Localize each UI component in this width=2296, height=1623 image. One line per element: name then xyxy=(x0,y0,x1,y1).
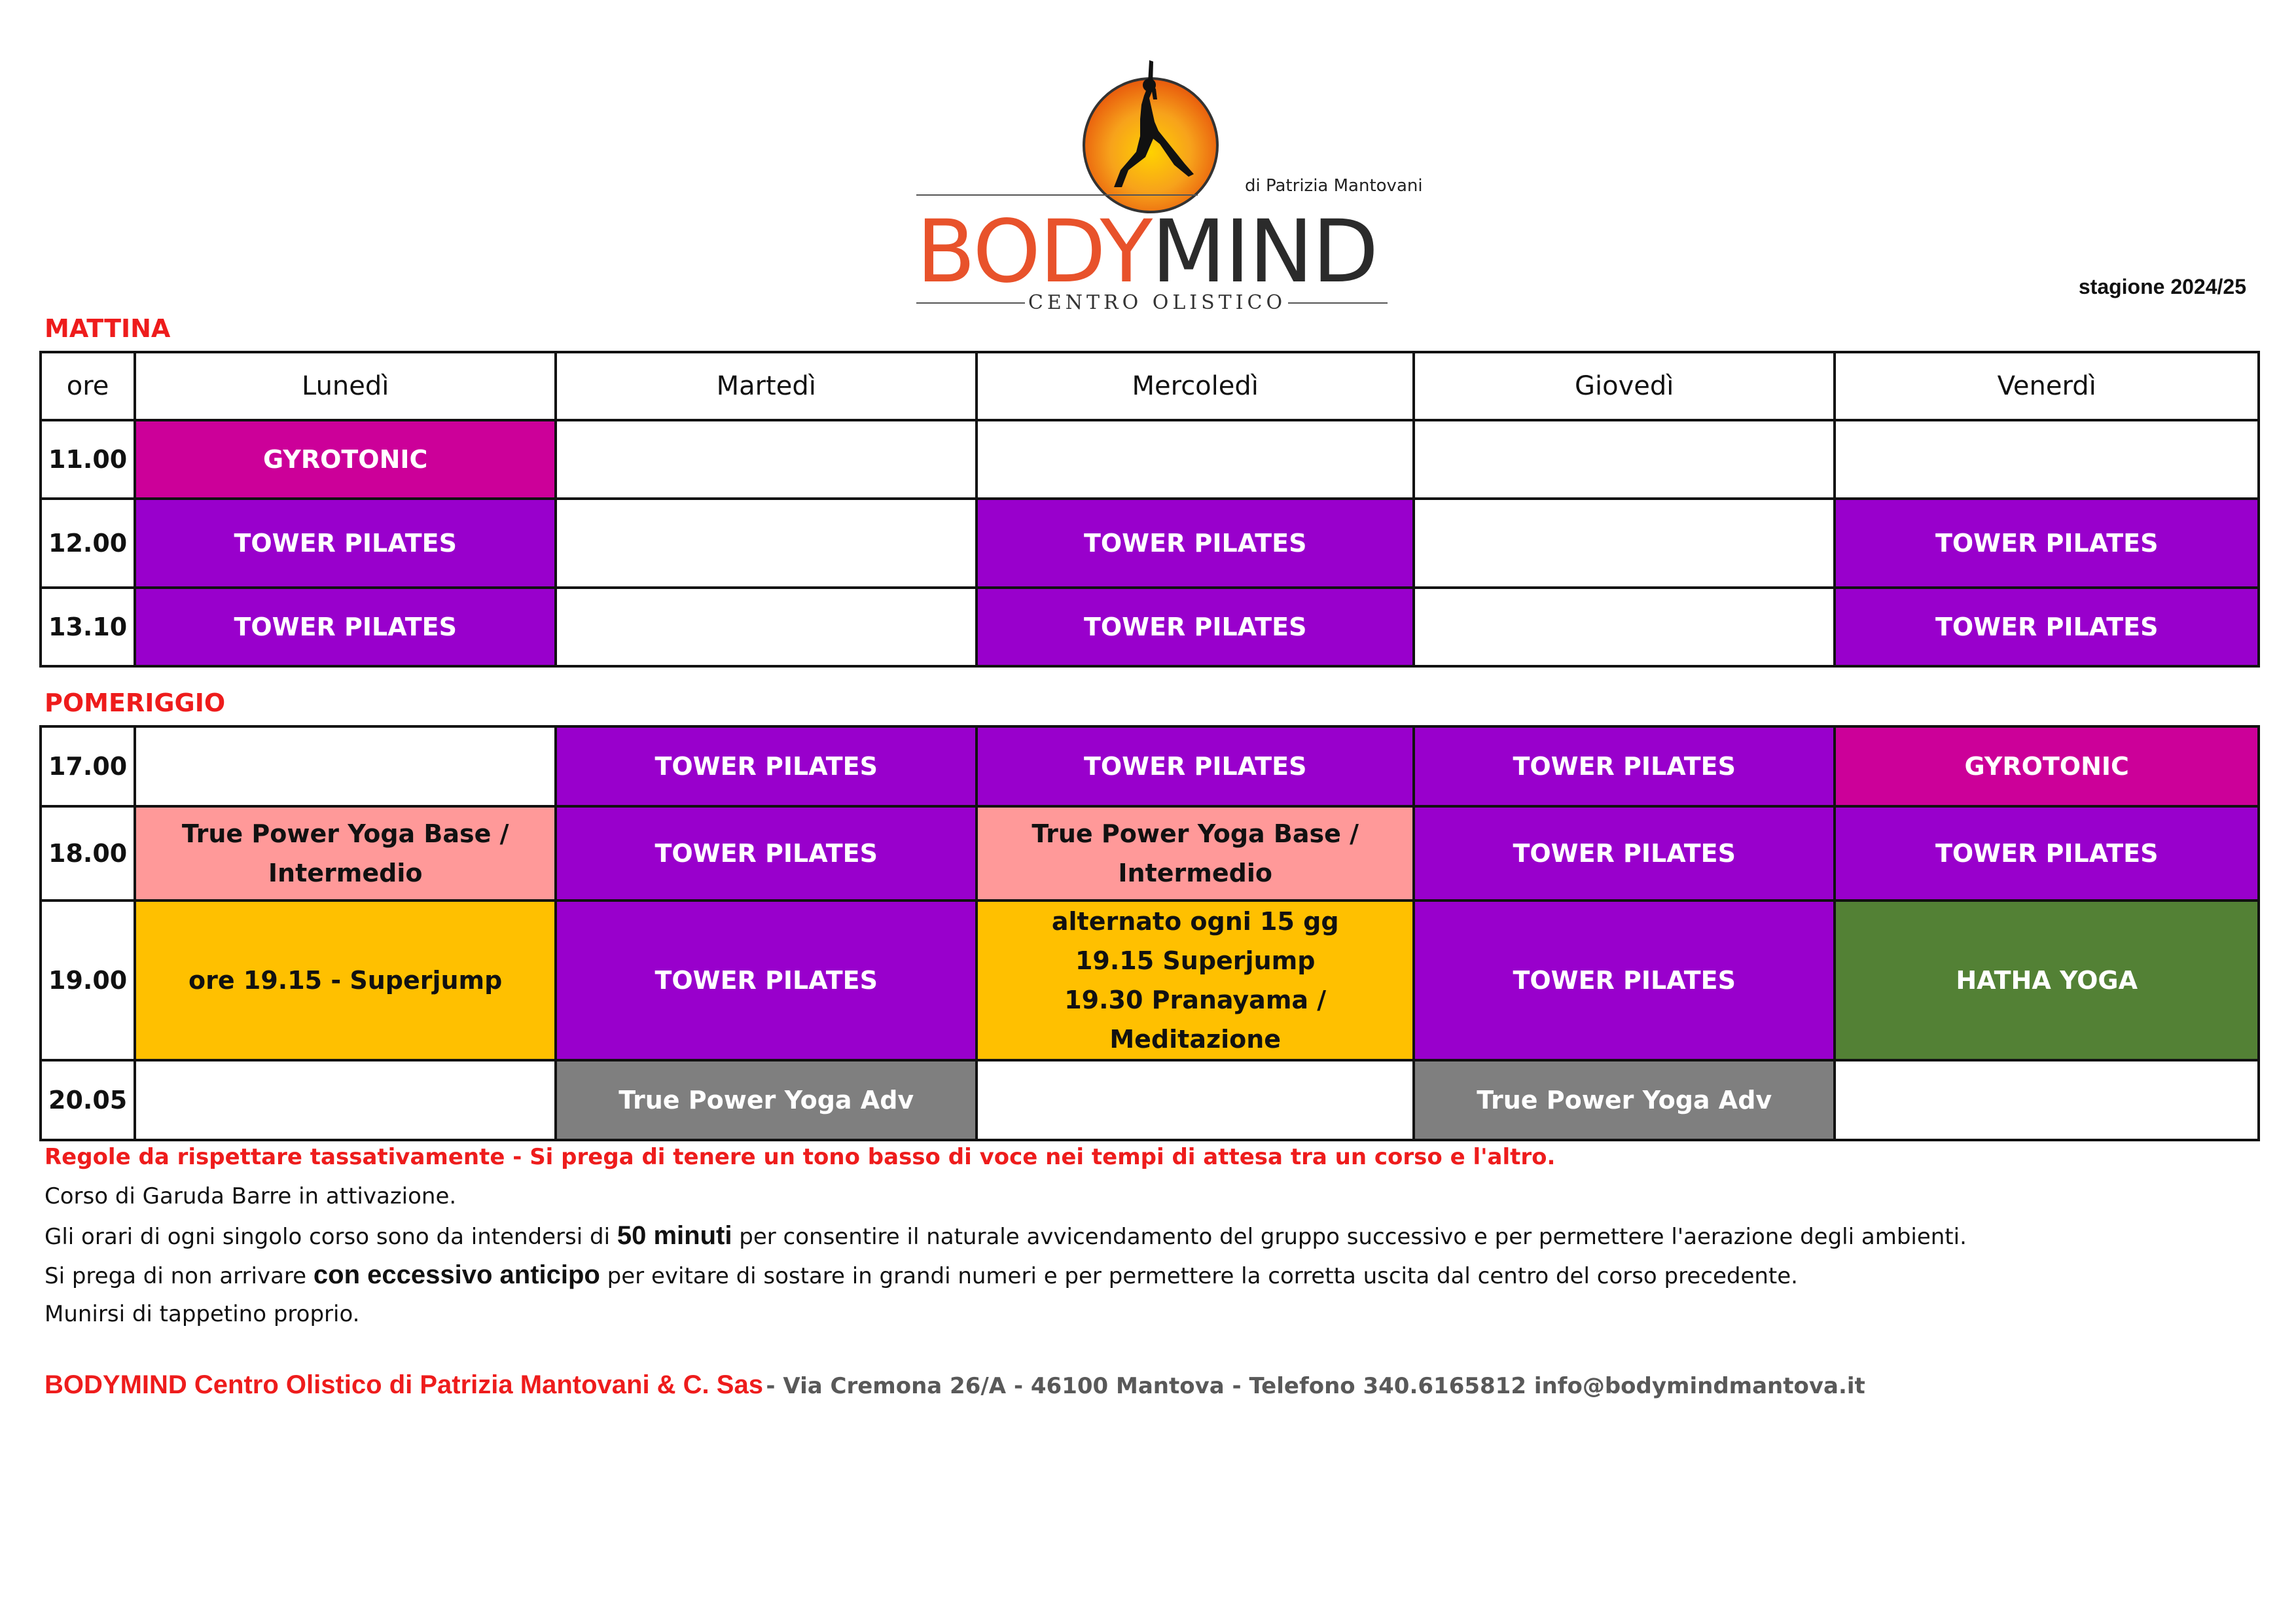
sun-emblem xyxy=(1084,79,1217,212)
empty-cell xyxy=(135,1060,556,1140)
header-cell-martedi: Martedì xyxy=(556,352,977,420)
bodymind-logo xyxy=(910,59,1423,321)
garuda-note: Corso di Garuda Barre in attivazione. xyxy=(45,1183,457,1209)
afternoon-title: POMERIGGIO xyxy=(45,688,226,717)
class-cell: TOWER PILATES xyxy=(135,499,556,588)
afternoon-schedule-table xyxy=(39,725,2260,1141)
duration-note-post: per consentire il naturale avvicendamento del gruppo successivo e per permettere l'aerazione degli ambienti. xyxy=(739,1224,1967,1250)
duration-note-bold: 50 minuti xyxy=(617,1221,732,1250)
notes-section xyxy=(45,1137,2257,1334)
header-cell-giovedi: Giovedì xyxy=(1414,352,1835,420)
early-note-bold: con eccessivo anticipo xyxy=(313,1260,600,1289)
empty-cell xyxy=(135,726,556,806)
class-cell: TOWER PILATES xyxy=(1414,726,1835,806)
footer xyxy=(45,1370,1865,1400)
class-cell: TOWER PILATES xyxy=(135,588,556,666)
empty-cell xyxy=(977,420,1414,499)
table-row xyxy=(41,901,2259,1060)
table-row xyxy=(41,726,2259,806)
logo-brand-mind: MIND xyxy=(1151,202,1378,302)
logo-byline: di Patrizia Mantovani xyxy=(1245,176,1423,196)
class-cell: TOWER PILATES xyxy=(1414,901,1835,1060)
duration-note xyxy=(45,1216,2257,1255)
class-cell: True Power Yoga Adv xyxy=(1414,1060,1835,1140)
class-cell: alternato ogni 15 gg 19.15 Superjump 19.30 Pranayama / Meditazione xyxy=(977,901,1414,1060)
mat-note: Munirsi di tappetino proprio. xyxy=(45,1301,360,1327)
class-cell: TOWER PILATES xyxy=(1835,806,2259,901)
header-cell-mercoledi: Mercoledì xyxy=(977,352,1414,420)
header-cell-ore: ore xyxy=(41,352,135,420)
table-row xyxy=(41,806,2259,901)
footer-company: BODYMIND Centro Olistico di Patrizia Mantovani & C. Sas xyxy=(45,1370,763,1399)
class-cell: True Power Yoga Adv xyxy=(556,1060,977,1140)
time-cell: 17.00 xyxy=(41,726,135,806)
class-cell: GYROTONIC xyxy=(135,420,556,499)
class-cell: True Power Yoga Base / Intermedio xyxy=(977,806,1414,901)
season-label: stagione 2024/25 xyxy=(2078,275,2246,298)
table-row xyxy=(41,1060,2259,1140)
rules-note: Regole da rispettare tassativamente - Si prega di tenere un tono basso di voce nei tempi di attesa tra un corso e l'altro. xyxy=(45,1144,1556,1170)
time-cell: 19.00 xyxy=(41,901,135,1060)
time-cell: 18.00 xyxy=(41,806,135,901)
early-note-post: per evitare di sostare in grandi numeri e per permettere la corretta uscita dal centro del corso precedente. xyxy=(607,1263,1798,1289)
class-cell: TOWER PILATES xyxy=(977,726,1414,806)
empty-cell xyxy=(977,1060,1414,1140)
empty-cell xyxy=(1835,1060,2259,1140)
class-cell: True Power Yoga Base / Intermedio xyxy=(135,806,556,901)
empty-cell xyxy=(556,499,977,588)
class-cell: TOWER PILATES xyxy=(1835,499,2259,588)
class-cell: TOWER PILATES xyxy=(977,588,1414,666)
class-cell: TOWER PILATES xyxy=(556,806,977,901)
footer-address: - Via Cremona 26/A - 46100 Mantova - Telefono 340.6165812 info@bodymindmantova.it xyxy=(766,1373,1865,1399)
duration-note-pre: Gli orari di ogni singolo corso sono da intendersi di xyxy=(45,1224,611,1250)
class-cell: HATHA YOGA xyxy=(1835,901,2259,1060)
time-cell: 20.05 xyxy=(41,1060,135,1140)
logo-brand-body: BODY xyxy=(916,202,1152,302)
header-cell-lunedi: Lunedì xyxy=(135,352,556,420)
class-cell: TOWER PILATES xyxy=(1414,806,1835,901)
class-cell: TOWER PILATES xyxy=(556,901,977,1060)
class-cell: GYROTONIC xyxy=(1835,726,2259,806)
class-cell: TOWER PILATES xyxy=(556,726,977,806)
table-row xyxy=(41,588,2259,666)
class-cell: TOWER PILATES xyxy=(1835,588,2259,666)
empty-cell xyxy=(1414,420,1835,499)
header-row xyxy=(41,352,2259,420)
empty-cell xyxy=(556,420,977,499)
svg-text:BODYMIND xyxy=(916,202,1377,302)
morning-title: MATTINA xyxy=(45,314,171,343)
time-cell: 11.00 xyxy=(41,420,135,499)
early-arrival-note xyxy=(45,1255,2257,1294)
empty-cell xyxy=(1414,499,1835,588)
empty-cell xyxy=(1835,420,2259,499)
table-row xyxy=(41,420,2259,499)
morning-schedule-table xyxy=(39,351,2260,668)
table-row xyxy=(41,499,2259,588)
empty-cell xyxy=(556,588,977,666)
time-cell: 13.10 xyxy=(41,588,135,666)
class-cell: TOWER PILATES xyxy=(977,499,1414,588)
time-cell: 12.00 xyxy=(41,499,135,588)
class-cell: ore 19.15 - Superjump xyxy=(135,901,556,1060)
empty-cell xyxy=(1414,588,1835,666)
header-cell-venerdi: Venerdì xyxy=(1835,352,2259,420)
logo-subtitle: CENTRO OLISTICO xyxy=(1028,291,1287,314)
early-note-pre: Si prega di non arrivare xyxy=(45,1263,307,1289)
